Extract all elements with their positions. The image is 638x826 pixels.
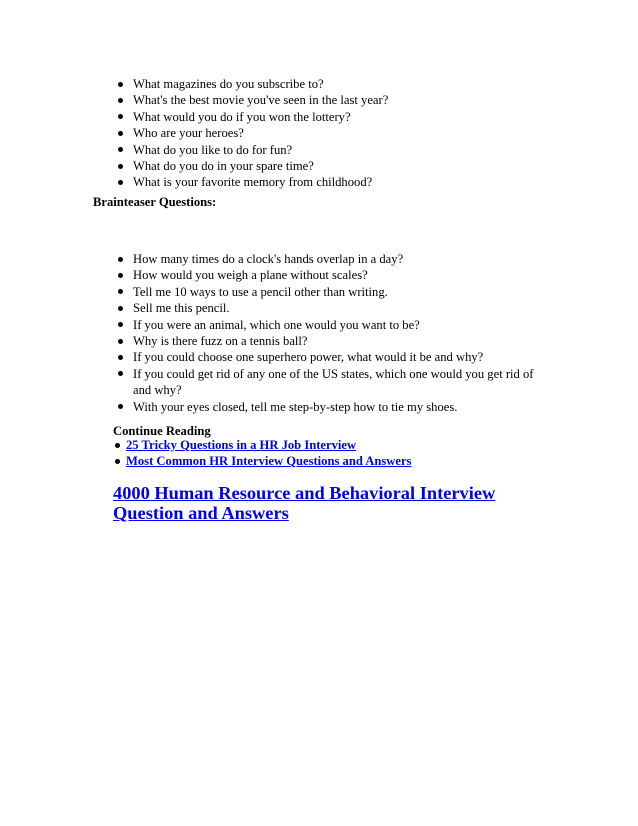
list-item-text: What is your favorite memory from childhood? (133, 175, 373, 190)
continue-reading-heading: Continue Reading (113, 424, 211, 438)
bullet-icon (118, 114, 123, 119)
list-item (133, 251, 538, 267)
bullet-icon (118, 404, 123, 409)
list-item-text: How would you weigh a plane without scales? (133, 268, 368, 283)
bullet-icon (118, 164, 123, 169)
bullet-icon (118, 82, 123, 87)
continue-reading-links (126, 437, 411, 469)
list-item (133, 399, 538, 415)
personal-questions-list (133, 76, 553, 191)
list-item-text: What would you do if you won the lottery? (133, 109, 351, 124)
list-item (133, 125, 553, 141)
list-item (133, 284, 538, 300)
list-item-text: How many times do a clock's hands overlap in a day? (133, 252, 404, 266)
link-4000-interview-questions[interactable]: 4000 Human Resource and Behavioral Interview Question and Answers (113, 483, 496, 523)
list-item-text: What magazines do you subscribe to? (133, 77, 324, 91)
list-item (126, 453, 411, 469)
list-item-text: What do you do in your spare time? (133, 159, 314, 174)
bullet-icon (118, 257, 123, 262)
list-item-text: What do you like to do for fun? (133, 142, 293, 157)
list-item (133, 300, 538, 316)
bullet-icon (118, 355, 123, 360)
list-item (133, 158, 553, 174)
bullet-icon (118, 273, 123, 278)
list-item (133, 174, 553, 190)
bullet-icon (118, 306, 123, 311)
bullet-icon (118, 180, 123, 185)
list-item (133, 92, 553, 108)
list-item-text: Why is there fuzz on a tennis ball? (133, 334, 308, 349)
list-item (133, 109, 553, 125)
bullet-icon (118, 131, 123, 136)
bullet-icon (118, 371, 123, 376)
bullet-icon (115, 443, 120, 448)
list-item (133, 267, 538, 283)
list-item (133, 366, 538, 399)
list-item (133, 333, 538, 349)
link-common-hr-questions[interactable]: Most Common HR Interview Questions and Answers (126, 454, 412, 468)
bullet-icon (118, 339, 123, 344)
bullet-icon (118, 147, 123, 152)
list-item-text: If you were an animal, which one would you want to be? (133, 317, 420, 332)
link-tricky-questions[interactable]: 25 Tricky Questions in a HR Job Interview (126, 438, 357, 452)
list-item-text: With your eyes closed, tell me step-by-step how to tie my shoes. (133, 399, 458, 414)
list-item-text: What's the best movie you've seen in the last year? (133, 93, 389, 108)
list-item-text: If you could get rid of any one of the US states, which one would you get rid of and why? (133, 366, 534, 398)
list-item-text: Sell me this pencil. (133, 301, 230, 316)
brainteaser-questions-list (133, 251, 538, 415)
bullet-icon (115, 459, 120, 464)
brainteaser-heading: Brainteaser Questions: (93, 195, 217, 209)
list-item (133, 76, 553, 92)
list-item (133, 317, 538, 333)
bullet-icon (118, 289, 123, 294)
list-item-text: Who are your heroes? (133, 126, 244, 141)
bullet-icon (118, 98, 123, 103)
bullet-icon (118, 322, 123, 327)
list-item-text: If you could choose one superhero power, what would it be and why? (133, 350, 484, 365)
list-item-text: Tell me 10 ways to use a pencil other than writing. (133, 284, 388, 299)
list-item (126, 437, 411, 453)
list-item (133, 349, 538, 365)
list-item (133, 142, 553, 158)
